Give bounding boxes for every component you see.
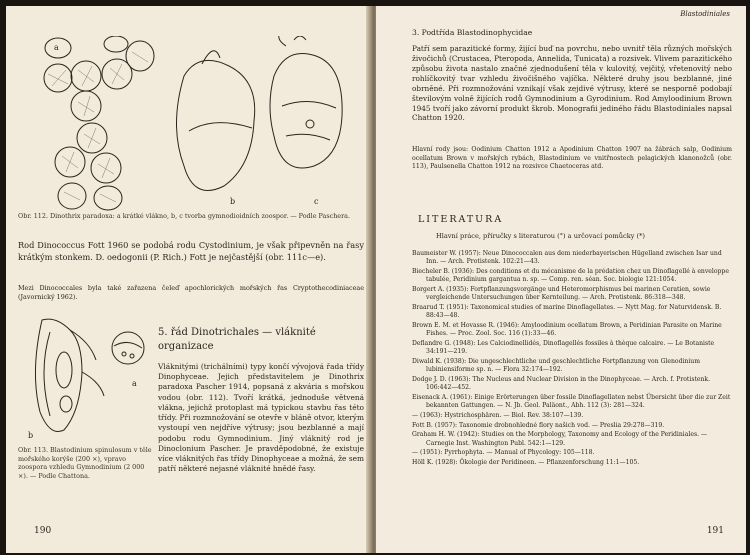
figure-113-caption: Obr. 113. Blastodinium spinulosum v těle mořského korýše (200 ×), vpravo zoospora vzhledu Gymnodinium (2 000 ×). — Podle Chattona.: [18, 446, 152, 480]
reference-item: Höll K. (1928): Ökologie der Peridineen. — Pflanzenforschung 11:1—105.: [412, 458, 640, 466]
reference-item: Baumeister W. (1957): Neue Dinococcalen aus dem niederbayerischen Hügelland zwischen Isar und Inn. — Arch. Protistenk. 102:21—43.: [412, 250, 722, 266]
fig113-label-b: b: [28, 431, 34, 440]
running-head: Blastodiniales: [680, 10, 730, 18]
references-list: [412, 250, 732, 468]
left-page: [6, 6, 372, 553]
figure-113-drawing: [20, 312, 150, 442]
reference-item: Dodge J. D. (1963): The Nucleus and Nuclear Division in the Dinophyceae. — Arch. f. Protistenk. 106:442—452.: [412, 376, 711, 392]
paragraph-blastodinophycidae: Patří sem parazitické formy, žijící buď na povrchu, nebo uvnitř těla různých mořských živočichů (Crustacea, Pteropoda, Annelida, Tunicata) a rozsivek. Vlivem parazitického způsobu života nastalo značné zjednodušení těla v kulovitý, vejčitý, vřetenovitý nebo rohlíčkovitý tvar vzhledu živočišného vajíčka. Některé druhy jsou bezblanné, jiné obrněné. Při rozmnožování vznikají však zejdivé výtrusy, které se nesporně podobají številovým volně žijících rodů Gymnodinium a Gyrodinium. Rod Amyloodinium Brown 1945 tvoří jako závorní produkt škrob. Monografii jediného řádu Blastodiniales napsal Chatton 1920.: [412, 44, 732, 123]
page-number-right: 191: [706, 526, 724, 536]
fig113-label-a: a: [132, 379, 137, 388]
reference-item: — (1963): Hystrichosphären. — Biol. Rev. 38:107—139.: [412, 412, 584, 419]
section-heading: 3. Podtřída Blastodinophycidae: [412, 28, 533, 37]
reference-item: Borgert A. (1935): Fortpflanzungsvorgänge und Heteromorphismus bei marinen Ceratien, sowie vergleichende Untersuchungen über Kernteilung. — Arch. Protistenk. 86:318—348.: [412, 286, 711, 302]
right-page: [376, 6, 746, 553]
literature-heading: LITERATURA: [418, 214, 504, 225]
figure-112-drawing: [24, 36, 354, 212]
reference-item: Braarud T. (1951): Taxonomical studies of marine Dinoflagellates. — Nytt Mag. for Naturvidensk. B. 88:43—48.: [412, 304, 722, 320]
reference-item: Eisenack A. (1961): Einige Erörterungen über fossile Dinoflagellaten nebst Übersicht über die zur Zeit bekannten Gattungen. — N. Jb. Geol. Paläont., Abh. 112 (3): 281—324.: [412, 394, 731, 410]
figure-112-caption: Obr. 112. Dinothrix paradoxa: a krátké vlákno, b, c tvorba gymnodioidních zoospor. — Podle Paschera.: [18, 212, 350, 220]
paragraph-dinococcus: Rod Dinococcus Fott 1960 se podobá rodu Cystodinium, je však připevněn na řasy krátkým stonkem. D. oedogonii (P. Rich.) Fott je nejčastější (obr. 111c—e).: [18, 240, 364, 262]
paragraph-dinotrichales: Vláknitými (trichálními) typy končí vývojová řada třídy Dinophyceae. Jejich představitelem je Dinothrix paradoxa Pascher 1914, popsaná z akvária s mořskou vodou (obr. 112). Tvoří krátká, jednoduše větvená vlákna, jejichž protoplast má typickou stavbu řas této třídy. Při rozmnožování se otevře v bláně otvor, kterým vystoupí ven nejdříve výtrusy; jsou bezblanné a mají podobu rodu Gymnodinium. Jiný vláknitý rod je Dinoclonium Pascher. Je pravděpodobné, že existuje více vláknitých řas třídy Dinophyceae a možná, že sem patří některé nejasné vláknité hnědé řasy.: [158, 362, 364, 474]
paragraph-main-genera: Hlavní rody jsou: Oodinium Chatton 1912 a Apodinium Chatton 1907 na žábrách salp, Oodinium ocellatum Brown v mořských rybách, Blastodinium ve vnitřnostech pelagických klanonožců (obr. 113), Paulsenella Chatton 1912 na rozsivce Chaetoceras atd.: [412, 146, 732, 171]
reference-item: Graham H. W. (1942): Studies on the Morphology, Taxonomy and Ecology of the Peridiniales. — Carnegie Inst. Washington Publ. 542:1—129.: [412, 431, 708, 447]
reference-item: Brown E. M. et Hovasse R. (1946): Amyloodinium ocellatum Brown, a Peridinian Parasite on Marine Fishes. — Proc. Zool. Soc. 116 (1):33—46.: [412, 322, 722, 338]
reference-item: Deflandre G. (1948): Les Calciodinellidés, Dinoflagellés fossiles à thèque calcaire. — Le Botaniste 34:191—219.: [412, 340, 715, 356]
reference-item: Biecheler B. (1936): Des conditions et du mécanisme de la prédation chez un Dinoflagellé à enveloppe tabulée, Peridinium gargantua n. sp. — Comp. ren. séan. Soc. biologie 121:1054.: [412, 268, 729, 284]
note-cryptothecodiniaceae: Mezi Dinococcales byla také zařazena čeleď apochlorických mořských řas Cryptothecodiniaceae (Javornický 1962).: [18, 284, 364, 301]
order-heading: 5. řád Dinotrichales — vláknité organizace: [158, 327, 316, 352]
page-number-left: 190: [34, 526, 52, 536]
literature-intro: Hlavní práce, příručky s literaturou (°) a určovací pomůcky (*): [436, 232, 645, 240]
reference-item: Fott B. (1957): Taxonomie drobnohledné flory našich vod. — Preslia 29:278—319.: [412, 421, 665, 429]
reference-item: Diwald K. (1938): Die ungeschlechtliche und geschlechtliche Fortpflanzung von Glenodinium lubiniensiforme sp. n. — Flora 32:174—192.: [412, 358, 701, 374]
fig112-label-b: b: [230, 197, 236, 206]
fig112-label-c: c: [314, 197, 319, 206]
reference-item: — (1951): Pyrrhophyta. — Manual of Phycology: 105—118.: [412, 449, 595, 457]
fig112-label-a: a: [54, 43, 59, 52]
